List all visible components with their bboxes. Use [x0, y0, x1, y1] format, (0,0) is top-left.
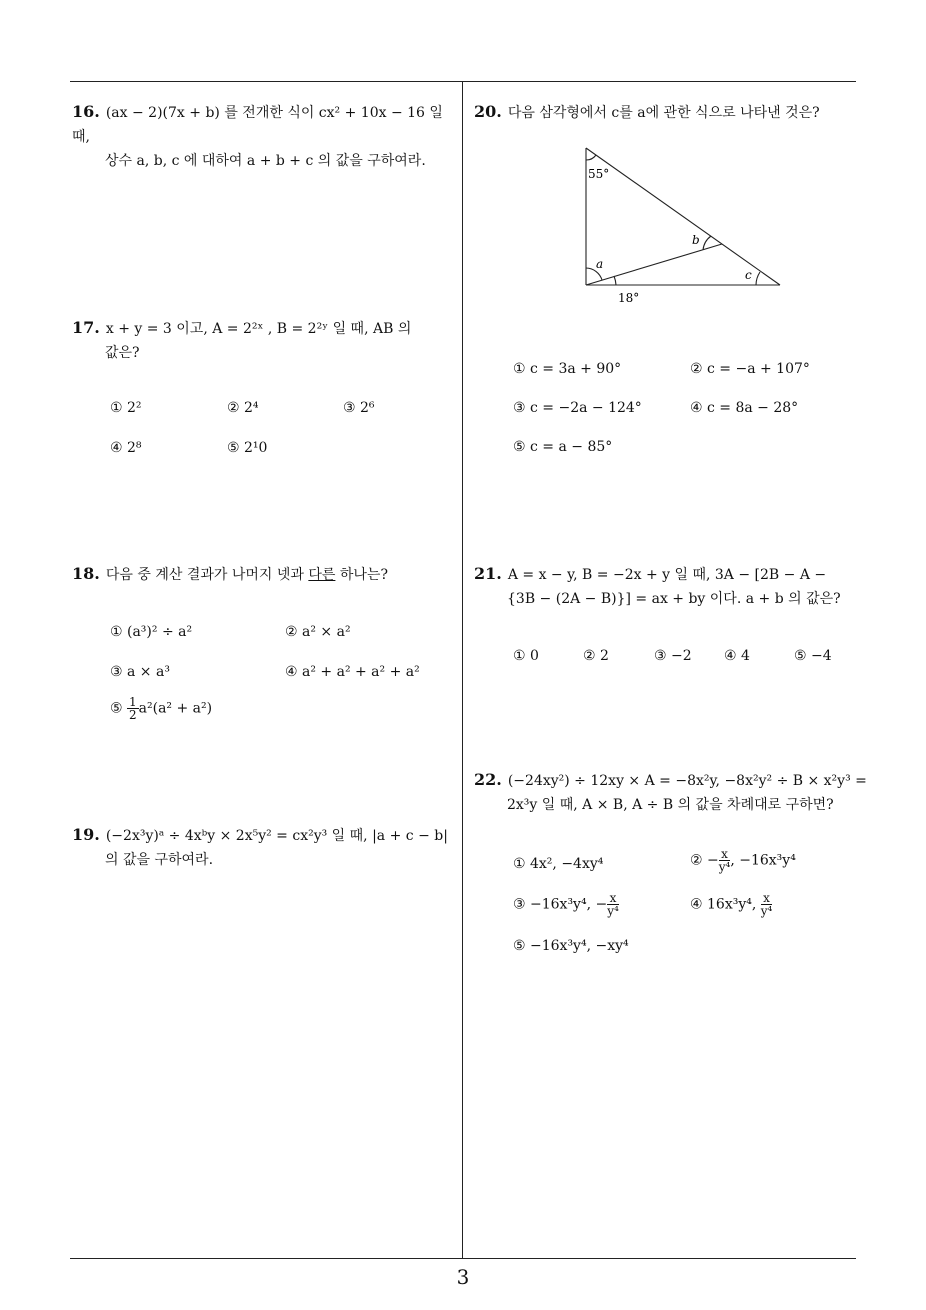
denominator: y⁴: [718, 860, 731, 874]
numerator: x: [761, 892, 773, 905]
denominator: y⁴: [607, 904, 619, 918]
option-1[interactable]: ① 2²: [110, 400, 142, 416]
question-stem-line: (ax − 2)(7x + b) 를 전개한 식이 cx² + 10x − 16 일 때,: [72, 105, 443, 145]
option-4[interactable]: ④ 2⁸: [110, 440, 142, 456]
numerator: 1: [129, 695, 137, 709]
question-stem-line: 값은?: [105, 345, 140, 361]
angle-label-b: b: [692, 233, 700, 247]
question-19: [72, 823, 457, 872]
question-stem-line: x + y = 3 이고, A = 2²ˣ , B = 2²ʸ 일 때, AB 의: [105, 321, 412, 337]
option-4[interactable]: ④ a² + a² + a² + a²: [285, 664, 420, 680]
denominator: y⁴: [760, 904, 773, 918]
question-stem-line: 다음 삼각형에서 c를 a에 관한 식으로 나타낸 것은?: [507, 105, 820, 121]
option-5[interactable]: ⑤ 2¹0: [227, 440, 268, 456]
option-3[interactable]: ③ 2⁶: [343, 400, 375, 416]
fraction: [719, 848, 731, 873]
option-5[interactable]: ⑤ c = a − 85°: [513, 439, 613, 455]
column-divider: [462, 81, 463, 1259]
question-stem: 하나는?: [335, 567, 388, 583]
question-stem-line: {3B − (2A − B)}] = ax + by 이다. a + b 의 값은?: [507, 591, 841, 607]
question-number: 18.: [72, 564, 100, 583]
question-number: 20.: [474, 102, 502, 121]
option-5[interactable]: ⑤ −4: [794, 648, 832, 664]
option-mark: ⑤: [110, 700, 123, 717]
option-1[interactable]: ① 0: [513, 648, 539, 664]
option-text: ④ 16x³y⁴,: [690, 896, 757, 913]
fraction: [761, 892, 773, 917]
option-2[interactable]: ② 2: [583, 648, 609, 664]
option-text: a²(a² + a²): [138, 700, 213, 717]
question-stem: 다음 중 계산 결과가 나머지 넷과: [105, 567, 309, 583]
fraction: [607, 892, 619, 917]
angle-label-18: 18°: [618, 291, 640, 305]
option-4[interactable]: [690, 892, 772, 917]
question-stem-line: 2x³y 일 때, A × B, A ÷ B 의 값을 차례대로 구하면?: [507, 797, 834, 813]
option-3[interactable]: ③ −2: [654, 648, 692, 664]
question-number: 16.: [72, 102, 100, 121]
option-1[interactable]: ① (a³)² ÷ a²: [110, 624, 193, 640]
option-1[interactable]: ① c = 3a + 90°: [513, 361, 622, 377]
option-3[interactable]: ③ a × a³: [110, 664, 170, 680]
option-5[interactable]: [110, 696, 212, 721]
option-3[interactable]: [513, 892, 619, 917]
fraction: [127, 696, 139, 721]
top-rule: [70, 81, 856, 82]
denominator: 2: [129, 708, 137, 722]
triangle-figure: [560, 140, 800, 310]
question-17: [72, 316, 457, 365]
option-2[interactable]: ② 2⁴: [227, 400, 259, 416]
question-stem-line: 상수 a, b, c 에 대하여 a + b + c 의 값을 구하여라.: [105, 153, 426, 169]
option-4[interactable]: ④ 4: [724, 648, 750, 664]
question-number: 17.: [72, 318, 100, 337]
option-2[interactable]: [690, 848, 796, 873]
question-number: 22.: [474, 770, 502, 789]
option-5[interactable]: ⑤ −16x³y⁴, −xy⁴: [513, 938, 629, 954]
numerator: x: [607, 892, 619, 905]
angle-label-55: 55°: [588, 167, 610, 181]
option-1[interactable]: ① 4x², −4xy⁴: [513, 856, 604, 872]
option-text: ② −: [690, 852, 719, 869]
question-stem-line: (−24xy²) ÷ 12xy × A = −8x²y, −8x²y² ÷ B × x²y³ =: [507, 773, 867, 789]
question-stem-line: 의 값을 구하여라.: [105, 852, 214, 868]
question-stem-line: (−2x³y)ᵃ ÷ 4xᵇy × 2x⁵y² = cx²y³ 일 때, |a + c − b|: [105, 828, 448, 844]
angle-label-a: a: [596, 257, 604, 271]
option-4[interactable]: ④ c = 8a − 28°: [690, 400, 799, 416]
question-18: [72, 562, 457, 587]
question-stem-line: A = x − y, B = −2x + y 일 때, 3A − [2B − A −: [507, 567, 827, 583]
question-number: 19.: [72, 825, 100, 844]
option-3[interactable]: ③ c = −2a − 124°: [513, 400, 642, 416]
question-22: [474, 768, 867, 817]
option-2[interactable]: ② c = −a + 107°: [690, 361, 810, 377]
angle-label-c: c: [745, 268, 752, 282]
option-text: ③ −16x³y⁴, −: [513, 896, 608, 913]
bottom-rule: [70, 1258, 856, 1259]
question-20: [474, 100, 859, 125]
page-number: 3: [456, 1265, 470, 1289]
question-16: [72, 100, 457, 173]
underlined-word: 다른: [308, 567, 336, 583]
question-21: [474, 562, 864, 611]
option-text: , −16x³y⁴: [730, 852, 796, 869]
option-2[interactable]: ② a² × a²: [285, 624, 351, 640]
question-number: 21.: [474, 564, 502, 583]
numerator: x: [719, 848, 731, 861]
